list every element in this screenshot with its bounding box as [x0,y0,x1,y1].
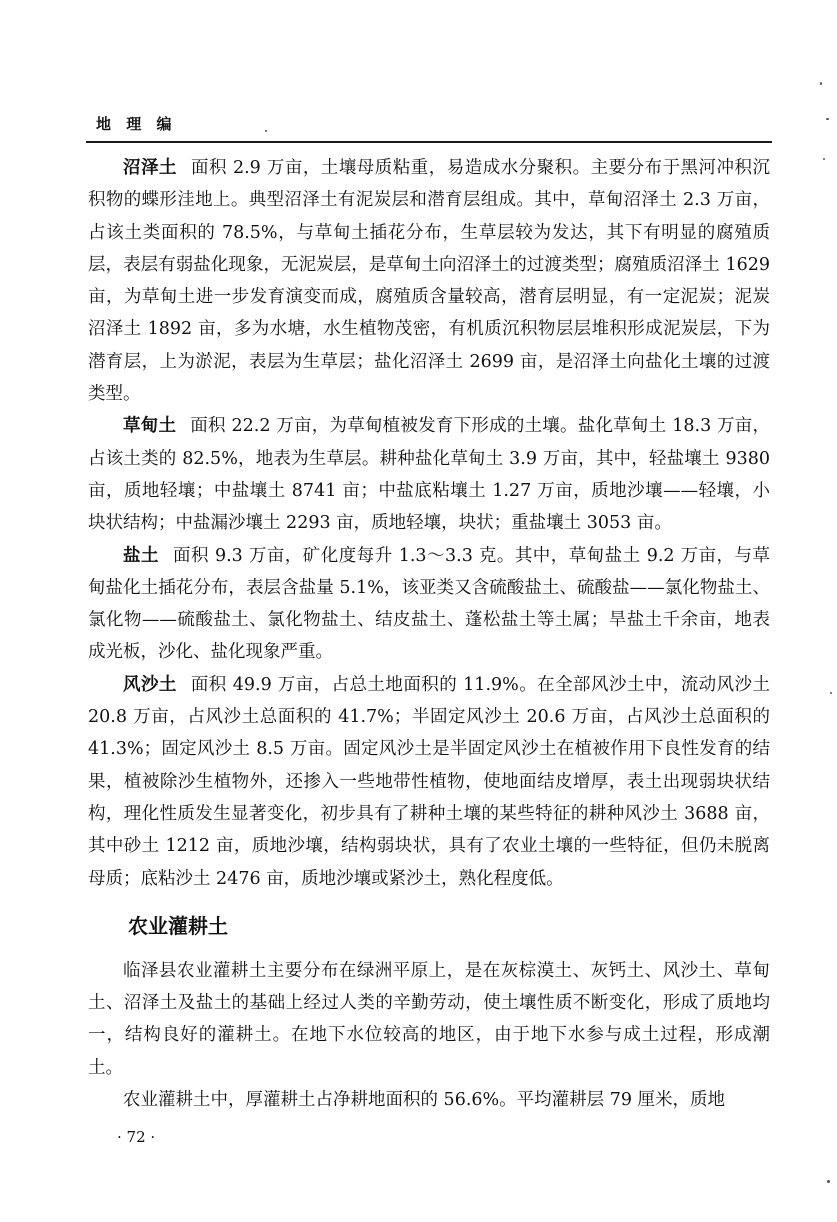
scan-speck [265,130,267,132]
section-heading: 农业灌耕土 [128,913,228,938]
paragraph-saline-soil [88,540,770,669]
scan-speck [820,82,822,85]
term-heading: 草甸土 [123,416,177,437]
paragraph-text: 面积 2.9 万亩，土壤母质粘重，易造成水分聚积。主要分布于黑河冲积沉积物的蝶形洼地上。典型沼泽土有泥炭层和潜育层组成。其中，草甸沼泽土 2.3 万亩，占该土类面积的 78.5%，与草甸土插花分布，生草层较为发达，其下有明显的腐殖质层，表层有弱盐化现象，无泥炭层，是草甸土向沼泽土的过渡类型；腐殖质沼泽土 1629 亩，为草甸土进一步发育演变而成，腐殖质含量较高，潜育层明显，有一定泥炭；泥炭沼泽土 1892 亩，多为水塘，水生植物茂密，有机质沉积物层层堆积形成泥炭层，下为潜育层，上为淤泥，表层为生草层；盐化沼泽土 2699 亩，是沼泽土向盐化土壤的过渡类型。 [88,158,770,405]
term-heading: 风沙土 [123,674,177,695]
scan-speck [826,118,829,120]
section-paragraph: 农业灌耕土中，厚灌耕土占净耕地面积的 56.6%。平均灌耕层 79 厘米，质地 [123,1090,726,1111]
scan-speck [830,692,832,694]
term-heading: 盐土 [123,545,159,566]
term-heading: 沼泽土 [123,158,177,178]
scan-speck [827,1180,830,1183]
paragraph-marsh-soil [88,152,770,410]
header-rule [86,141,772,143]
paragraph-text: 面积 22.2 万亩，为草甸植被发育下形成的土壤。盐化草甸土 18.3 万亩，占该土类的 82.5%，地表为生草层。耕种盐化草甸土 3.9 万亩，其中，轻盐壤土 9380 亩，质地轻壤；中盐壤土 8741 亩；中盐底粘壤土 1.27 万亩，质地沙壤——轻壤，小块状结构；中盐漏沙壤土 2293 亩，质地轻壤，块状；重盐壤土 3053 亩。 [88,416,770,534]
paragraph-meadow-soil [88,410,770,539]
paragraph-text: 面积 9.3 万亩，矿化度每升 1.3～3.3 克。其中，草甸盐土 9.2 万亩，与草甸盐化土插花分布，表层含盐量 5.1%，该亚类又含硫酸盐土、硫酸盐——氯化物盐土、氯化物——硫酸盐土、氯化物盐土、结皮盐土、蓬松盐土等土属；旱盐土千余亩，地表成光板，沙化、盐化现象严重。 [88,545,771,663]
scan-speck [823,158,825,160]
body-text [88,152,770,1116]
paragraph-aeolian-soil [88,669,770,895]
page-number: · 72 · [117,1128,156,1146]
running-head: 地 理 编 [96,115,177,133]
section-paragraph: 临泽县农业灌耕土主要分布在绿洲平原上，是在灰棕漠土、灰钙土、风沙土、草甸土、沼泽土及盐土的基础上经过人类的辛勤劳动，使土壤性质不断变化，形成了质地均一，结构良好的灌耕土。在地下水位较高的地区，由于地下水参与成土过程，形成潮土。 [88,960,770,1078]
paragraph-text: 面积 49.9 万亩，占总土地面积的 11.9%。在全部风沙土中，流动风沙土 20.8 万亩，占风沙土总面积的 41.7%；半固定风沙土 20.6 万亩，占风沙土总面积的 41.3%；固定风沙土 8.5 万亩。固定风沙土是半固定风沙土在植被作用下良性发育的结果，植被除沙生植物外，还掺入一些地带性植物，使地面结皮增厚，表土出现弱块状结构，理化性质发生显著变化，初步具有了耕种土壤的某些特征的耕种风沙土 3688 亩，其中砂土 1212 亩，质地沙壤，结构弱块状，具有了农业土壤的一些特征，但仍未脱离母质；底粘沙土 2476 亩，质地沙壤或紧沙土，熟化程度低。 [88,674,771,889]
